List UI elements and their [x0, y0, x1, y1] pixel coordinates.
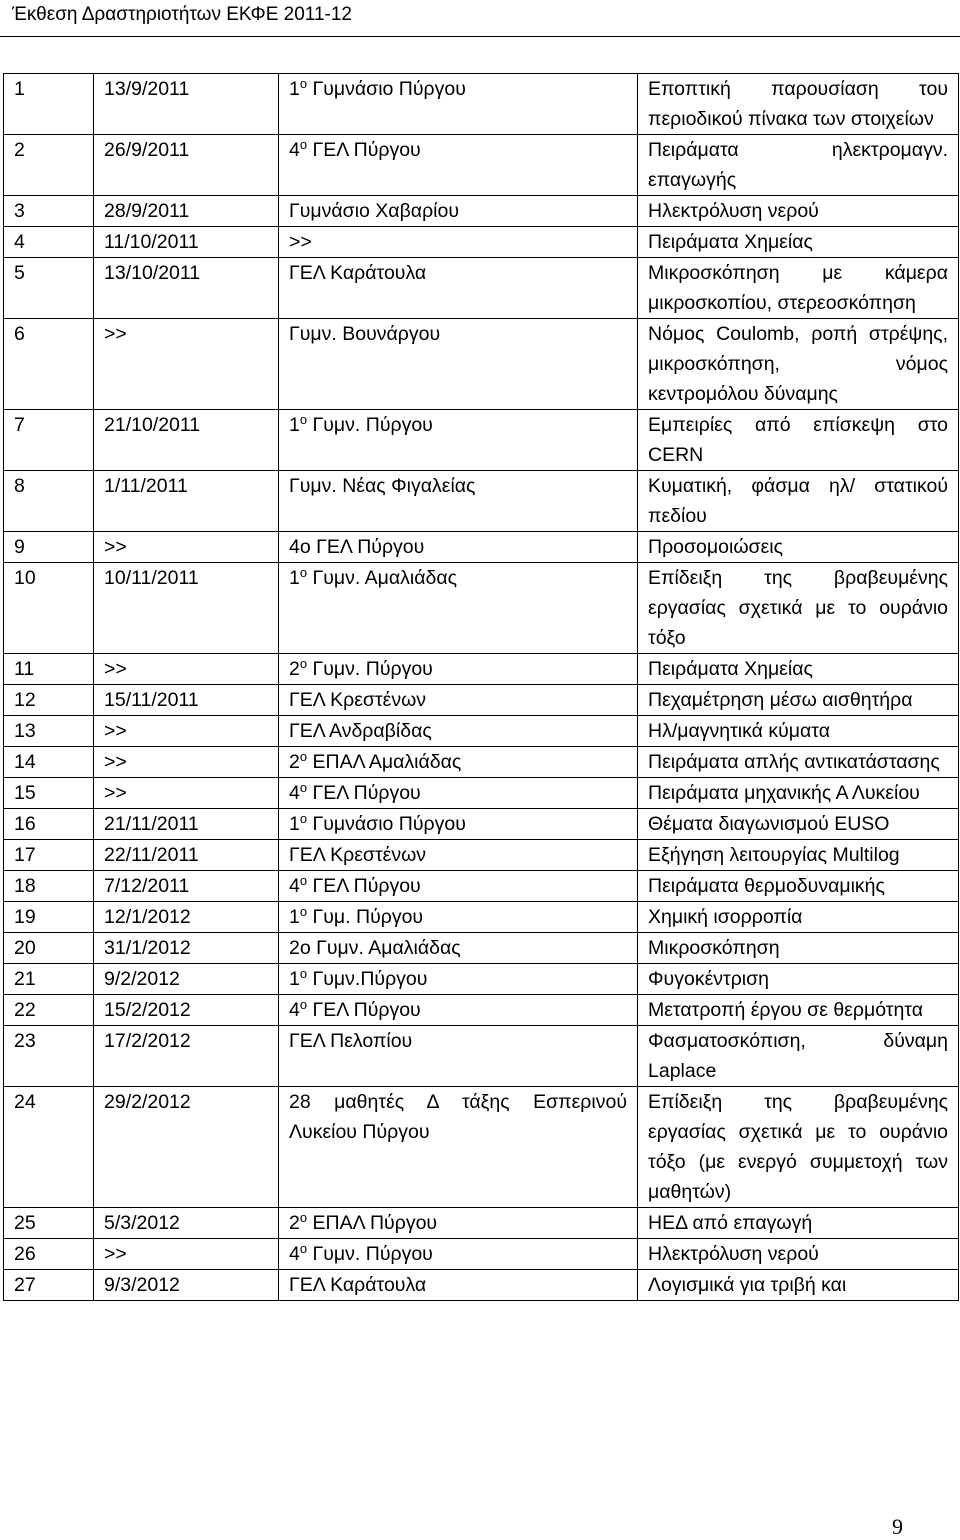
row-date: 15/2/2012: [94, 995, 279, 1026]
ordinal-superscript: ο: [299, 780, 308, 795]
row-date: 26/9/2011: [94, 135, 279, 196]
row-date: >>: [94, 1239, 279, 1270]
row-description: Εξήγηση λειτουργίας Multilog: [638, 840, 959, 871]
row-school: [279, 871, 638, 902]
row-date: 1/11/2011: [94, 471, 279, 532]
school-text-rest: ΓΕΛ Πύργου: [307, 999, 421, 1021]
row-date: >>: [94, 747, 279, 778]
row-school: [279, 258, 638, 319]
table-row: [4, 471, 959, 532]
row-school: [279, 1208, 638, 1239]
table-row: [4, 995, 959, 1026]
row-date: 5/3/2012: [94, 1208, 279, 1239]
row-date: 15/11/2011: [94, 685, 279, 716]
table-row: [4, 654, 959, 685]
page-number: 9: [892, 1514, 903, 1539]
table-row: [4, 319, 959, 410]
table-row: [4, 410, 959, 471]
row-school: [279, 933, 638, 964]
ordinal-superscript: ο: [299, 997, 308, 1012]
table-row: [4, 1026, 959, 1087]
school-text: 1: [289, 968, 300, 990]
row-school: [279, 716, 638, 747]
row-number: 14: [4, 747, 94, 778]
ordinal-superscript: ο: [299, 412, 308, 427]
row-description: Πειράματα θερμοδυναμικής: [638, 871, 959, 902]
row-school: [279, 319, 638, 410]
table-row: [4, 1087, 959, 1208]
row-number: 15: [4, 778, 94, 809]
row-school: [279, 471, 638, 532]
ordinal-superscript: ο: [299, 1210, 308, 1225]
school-text: 2: [289, 1212, 300, 1234]
table-row: [4, 196, 959, 227]
row-description: Επίδειξη της βραβευμένης εργασίας σχετικά με το ουράνιο τόξο: [638, 563, 959, 654]
row-number: 27: [4, 1270, 94, 1301]
row-school: [279, 1026, 638, 1087]
row-date: 12/1/2012: [94, 902, 279, 933]
row-number: 6: [4, 319, 94, 410]
row-description: Χημική ισορροπία: [638, 902, 959, 933]
row-number: 21: [4, 964, 94, 995]
row-description: Ηλεκτρόλυση νερού: [638, 196, 959, 227]
row-description: Κυματική, φάσμα ηλ/ στατικού πεδίου: [638, 471, 959, 532]
row-number: 7: [4, 410, 94, 471]
table-row: [4, 716, 959, 747]
activities-table-body: [4, 74, 959, 1301]
school-text: 2: [289, 658, 300, 680]
school-text: 2ο Γυμν. Αμαλιάδας: [289, 937, 461, 959]
row-description: Πειράματα απλής αντικατάστασης: [638, 747, 959, 778]
row-number: 16: [4, 809, 94, 840]
school-text-rest: ΓΕΛ Πύργου: [307, 875, 421, 897]
row-description: Φυγοκέντριση: [638, 964, 959, 995]
row-date: >>: [94, 654, 279, 685]
row-description: Πεχαμέτρηση μέσω αισθητήρα: [638, 685, 959, 716]
row-date: 9/3/2012: [94, 1270, 279, 1301]
table-row: [4, 1239, 959, 1270]
row-date: 9/2/2012: [94, 964, 279, 995]
school-text: 4: [289, 1243, 300, 1265]
row-number: 24: [4, 1087, 94, 1208]
table-row: [4, 840, 959, 871]
header-rule: [0, 36, 960, 37]
table-row: [4, 1208, 959, 1239]
row-description: Μικροσκόπηση με κάμερα μικροσκοπίου, στερεοσκόπηση: [638, 258, 959, 319]
row-date: >>: [94, 532, 279, 563]
row-number: 20: [4, 933, 94, 964]
row-number: 25: [4, 1208, 94, 1239]
ordinal-superscript: ο: [299, 76, 308, 91]
row-number: 8: [4, 471, 94, 532]
table-row: [4, 964, 959, 995]
school-text: ΓΕΛ Κρεστένων: [289, 689, 427, 711]
school-text-rest: ΓΕΛ Πύργου: [307, 782, 421, 804]
row-date: 7/12/2011: [94, 871, 279, 902]
row-school: [279, 840, 638, 871]
table-row: [4, 778, 959, 809]
table-row: [4, 933, 959, 964]
row-description: Εμπειρίες από επίσκεψη στο CERN: [638, 410, 959, 471]
table-row: [4, 258, 959, 319]
school-text-rest: Γυμν.Πύργου: [307, 968, 428, 990]
row-school: [279, 1239, 638, 1270]
row-number: 12: [4, 685, 94, 716]
school-text: Γυμν. Βουνάργου: [289, 323, 441, 345]
row-date: >>: [94, 778, 279, 809]
school-text-rest: Γυμ. Πύργου: [307, 906, 424, 928]
row-date: 28/9/2011: [94, 196, 279, 227]
row-date: 21/11/2011: [94, 809, 279, 840]
row-date: 10/11/2011: [94, 563, 279, 654]
school-text-rest: ΕΠΑΛ Πύργου: [307, 1212, 438, 1234]
school-text: 4: [289, 999, 300, 1021]
school-text-rest: Γυμν. Πύργου: [307, 658, 433, 680]
row-school: [279, 964, 638, 995]
row-date: 17/2/2012: [94, 1026, 279, 1087]
school-text-rest: Γυμνάσιο Πύργου: [307, 78, 466, 100]
activities-table: [3, 73, 959, 1301]
school-text: 2: [289, 751, 300, 773]
table-row: [4, 747, 959, 778]
row-number: 26: [4, 1239, 94, 1270]
row-school: [279, 995, 638, 1026]
school-text: 1: [289, 813, 300, 835]
school-text: 1: [289, 906, 300, 928]
row-number: 1: [4, 74, 94, 135]
row-school: [279, 685, 638, 716]
row-date: >>: [94, 716, 279, 747]
row-date: 31/1/2012: [94, 933, 279, 964]
row-number: 5: [4, 258, 94, 319]
school-text: 4: [289, 782, 300, 804]
row-number: 17: [4, 840, 94, 871]
document-header-title: Έκθεση Δραστηριοτήτων ΕΚΦΕ 2011-12: [12, 4, 352, 25]
row-school: [279, 1270, 638, 1301]
row-description: Φασματοσκόπιση, δύναμη Laplace: [638, 1026, 959, 1087]
row-school: [279, 902, 638, 933]
table-row: [4, 685, 959, 716]
school-text: 1: [289, 414, 300, 436]
table-row: [4, 1270, 959, 1301]
ordinal-superscript: ο: [299, 1241, 308, 1256]
school-text: Γυμνάσιο Χαβαρίου: [289, 200, 459, 222]
school-text: 4: [289, 875, 300, 897]
table-row: [4, 871, 959, 902]
school-text-rest: ΓΕΛ Πύργου: [307, 139, 421, 161]
school-text-rest: Γυμν. Πύργου: [307, 414, 433, 436]
row-number: 4: [4, 227, 94, 258]
row-date: 29/2/2012: [94, 1087, 279, 1208]
row-school: [279, 74, 638, 135]
row-description: Θέματα διαγωνισμού EUSO: [638, 809, 959, 840]
table-row: [4, 74, 959, 135]
row-number: 18: [4, 871, 94, 902]
row-date: 21/10/2011: [94, 410, 279, 471]
row-number: 10: [4, 563, 94, 654]
row-school: [279, 1087, 638, 1208]
school-text-rest: Γυμν. Αμαλιάδας: [307, 567, 458, 589]
row-school: [279, 778, 638, 809]
school-text: ΓΕΛ Καράτουλα: [289, 262, 427, 284]
table-row: [4, 532, 959, 563]
school-text: Γυμν. Νέας Φιγαλείας: [289, 475, 476, 497]
row-description: Πειράματα Χημείας: [638, 227, 959, 258]
school-text: 4: [289, 139, 300, 161]
row-description: Επίδειξη της βραβευμένης εργασίας σχετικά με το ουράνιο τόξο (με ενεργό συμμετοχή των μαθητών): [638, 1087, 959, 1208]
row-number: 2: [4, 135, 94, 196]
school-text: 1: [289, 567, 300, 589]
row-description: Προσομοιώσεις: [638, 532, 959, 563]
row-school: [279, 410, 638, 471]
ordinal-superscript: ο: [299, 137, 308, 152]
table-row: [4, 902, 959, 933]
school-text-rest: Γυμν. Πύργου: [307, 1243, 433, 1265]
school-text: ΓΕΛ Πελοπίου: [289, 1030, 413, 1052]
row-school: [279, 532, 638, 563]
ordinal-superscript: ο: [299, 656, 308, 671]
row-school: [279, 196, 638, 227]
school-text: ΓΕΛ Καράτουλα: [289, 1274, 427, 1296]
ordinal-superscript: ο: [299, 749, 308, 764]
ordinal-superscript: ο: [299, 966, 308, 981]
school-text: >>: [289, 231, 312, 253]
row-number: 3: [4, 196, 94, 227]
row-date: 13/10/2011: [94, 258, 279, 319]
row-description: Μικροσκόπηση: [638, 933, 959, 964]
school-text: ΓΕΛ Κρεστένων: [289, 844, 427, 866]
row-school: [279, 747, 638, 778]
row-description: Πειράματα ηλεκτρομαγν. επαγωγής: [638, 135, 959, 196]
row-number: 9: [4, 532, 94, 563]
row-number: 19: [4, 902, 94, 933]
table-row: [4, 563, 959, 654]
row-school: [279, 809, 638, 840]
row-number: 13: [4, 716, 94, 747]
school-text: 1: [289, 78, 300, 100]
row-description: Ηλεκτρόλυση νερού: [638, 1239, 959, 1270]
row-description: ΗΕΔ από επαγωγή: [638, 1208, 959, 1239]
table-row: [4, 227, 959, 258]
ordinal-superscript: ο: [299, 565, 308, 580]
row-description: Πειράματα Χημείας: [638, 654, 959, 685]
row-number: 11: [4, 654, 94, 685]
row-school: [279, 227, 638, 258]
row-description: Λογισμικά για τριβή και: [638, 1270, 959, 1301]
row-description: Ηλ/μαγνητικά κύματα: [638, 716, 959, 747]
row-date: 11/10/2011: [94, 227, 279, 258]
row-description: Μετατροπή έργου σε θερμότητα: [638, 995, 959, 1026]
ordinal-superscript: ο: [299, 873, 308, 888]
table-row: [4, 135, 959, 196]
school-text-rest: Γυμνάσιο Πύργου: [307, 813, 466, 835]
school-text: 28 μαθητές Δ τάξης Εσπερινού Λυκείου Πύργου: [289, 1091, 627, 1143]
row-date: 13/9/2011: [94, 74, 279, 135]
row-description: Πειράματα μηχανικής Α Λυκείου: [638, 778, 959, 809]
ordinal-superscript: ο: [299, 811, 308, 826]
row-date: 22/11/2011: [94, 840, 279, 871]
row-number: 23: [4, 1026, 94, 1087]
row-school: [279, 654, 638, 685]
table-row: [4, 809, 959, 840]
row-date: >>: [94, 319, 279, 410]
row-description: Νόμος Coulomb, ροπή στρέψης, μικροσκόπηση, νόμος κεντρομόλου δύναμης: [638, 319, 959, 410]
row-school: [279, 135, 638, 196]
row-number: 22: [4, 995, 94, 1026]
school-text: ΓΕΛ Ανδραβίδας: [289, 720, 432, 742]
row-school: [279, 563, 638, 654]
school-text: 4ο ΓΕΛ Πύργου: [289, 536, 425, 558]
school-text-rest: ΕΠΑΛ Αμαλιάδας: [307, 751, 462, 773]
ordinal-superscript: ο: [299, 904, 308, 919]
row-description: Εποπτική παρουσίαση του περιοδικού πίνακα των στοιχείων: [638, 74, 959, 135]
